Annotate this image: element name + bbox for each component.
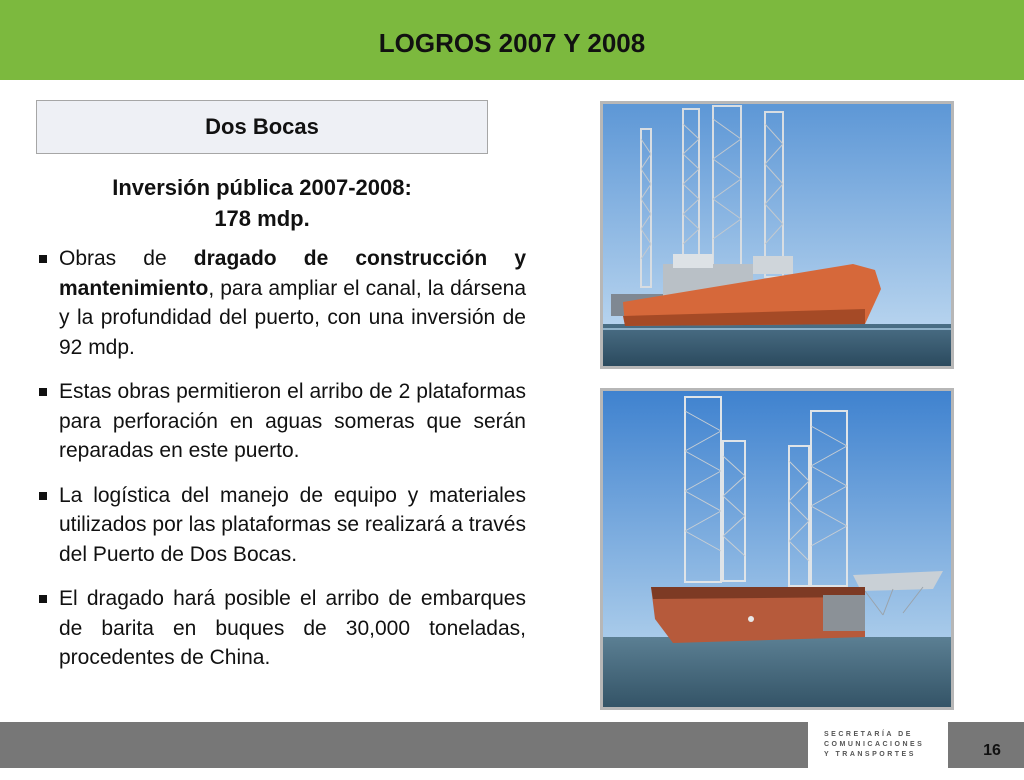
bullet-text: La logística del manejo de equipo y materiales utilizados por las plataformas se realizará a través del Puerto de Dos Bocas. bbox=[59, 483, 526, 566]
square-bullet-icon bbox=[39, 388, 47, 396]
square-bullet-icon bbox=[39, 255, 47, 263]
square-bullet-icon bbox=[39, 492, 47, 500]
bullet-text: , para ampliar el canal, la dársena y la profundidad del puerto, con una inversión de 92 mdp. bbox=[59, 276, 526, 359]
page-title: LOGROS 2007 Y 2008 bbox=[378, 28, 646, 58]
page-number: 16 bbox=[983, 742, 1001, 759]
bullet-text-bold: dragado de construcción y mantenimiento bbox=[59, 247, 527, 300]
header-bar bbox=[0, 0, 1024, 80]
footer-logo-text: SECRETARÍA DE COMUNICACIONES Y TRANSPORTES bbox=[824, 731, 925, 758]
bullet-text: El dragado hará posible el arribo de embarques de barita en buques de 30,000 toneladas, procedentes de China. bbox=[59, 587, 526, 669]
bullet-text: Estas obras permitieron el arribo de 2 plataformas para perforación en aguas someras que serán reparadas en este puerto. bbox=[59, 380, 526, 462]
investment-line-2: 178 mdp. bbox=[214, 206, 310, 231]
photo-rig-vessel-2 bbox=[600, 388, 954, 710]
footer-logo bbox=[808, 722, 948, 768]
section-label: Dos Bocas bbox=[205, 114, 319, 139]
section-label-box bbox=[36, 100, 488, 154]
bullet-list bbox=[36, 244, 526, 688]
investment-line-1: Inversión pública 2007-2008: bbox=[112, 175, 412, 200]
investment-heading bbox=[36, 172, 488, 234]
bullet-item bbox=[36, 377, 526, 466]
photo-rig-vessel-1 bbox=[600, 101, 954, 369]
bullet-text: Obras de bbox=[59, 247, 194, 270]
bullet-item bbox=[36, 584, 526, 673]
square-bullet-icon bbox=[39, 595, 47, 603]
bullet-item bbox=[36, 481, 526, 570]
bullet-item bbox=[36, 244, 526, 362]
